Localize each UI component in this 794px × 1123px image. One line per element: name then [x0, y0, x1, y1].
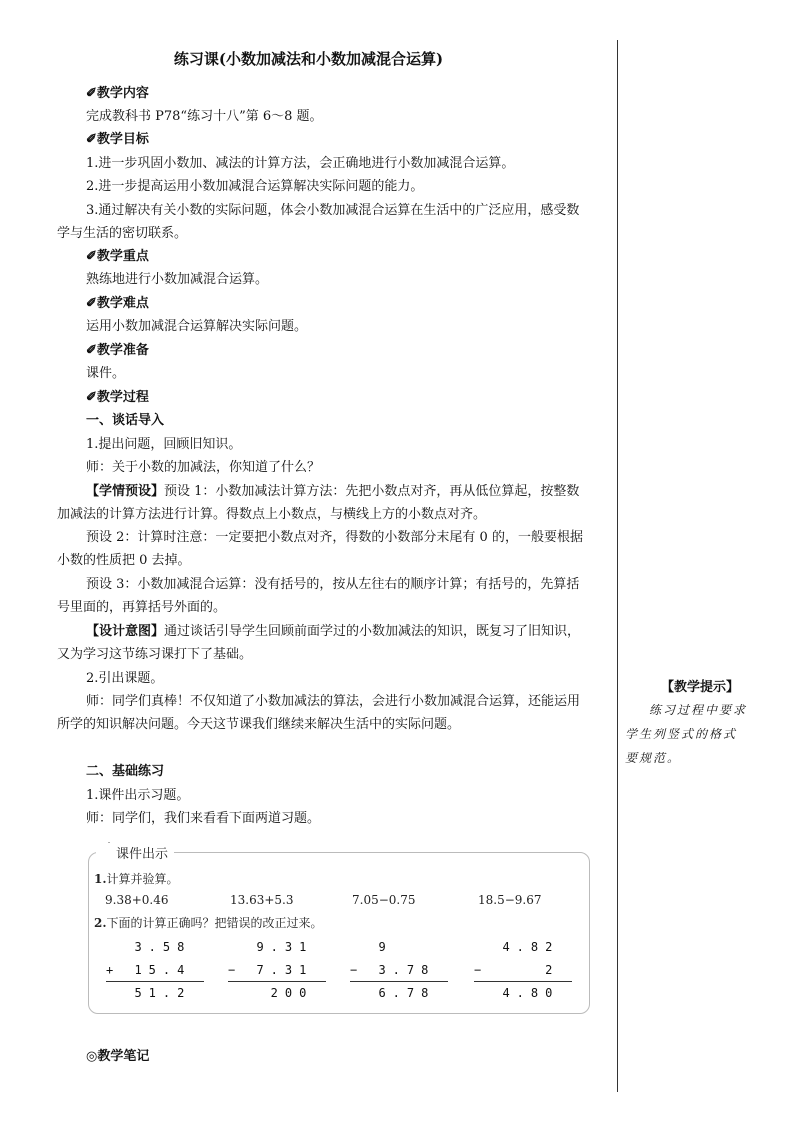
calc1-top: 3.58	[106, 940, 192, 954]
calc3-mid: − 3.78	[350, 963, 436, 977]
goal-3b: 学与生活的密切联系。	[57, 226, 188, 241]
p1-item2: 2.引出课题。	[86, 671, 164, 686]
courseware-tag: 课件出示	[96, 843, 174, 862]
p1-preset3b: 号里面的，再算括号外面的。	[57, 600, 227, 615]
tag-design-intent: 【设计意图】	[86, 624, 165, 639]
calc3-top: 9	[350, 940, 436, 954]
calc1-line	[106, 981, 204, 982]
p1-question: 师：关于小数的加减法，你知道了什么？	[86, 460, 321, 475]
expr-4: 18.5−9.67	[478, 893, 542, 907]
key-text: 熟练地进行小数加减混合运算。	[86, 272, 269, 287]
expr-3: 7.05−0.75	[352, 893, 416, 907]
calc2-top: 9.31	[228, 940, 314, 954]
page-title: 练习课(小数加减法和小数加减混合运算)	[173, 50, 444, 68]
calc4-mid: − 2	[474, 963, 560, 977]
p1-preset2b: 小数的性质把 0 去掉。	[57, 553, 191, 568]
question-1: 1.计算并验算。	[94, 872, 179, 886]
goal-3a: 3.通过解决有关小数的实际问题，体会小数加减混合运算在生活中的广泛应用，感受数	[86, 203, 580, 218]
content-text: 完成教科书 P78“练习十八”第 6～8 题。	[86, 109, 323, 124]
expr-1: 9.38+0.46	[105, 893, 169, 907]
calc2-line	[228, 981, 326, 982]
margin-divider	[617, 40, 618, 1092]
prep-text: 课件。	[86, 366, 126, 381]
p1-preset1a: 【学情预设】预设 1：小数加减法计算方法：先把小数点对齐，再从低位算起，按整数	[86, 484, 580, 499]
p1-design-b: 又为学习这节练习课打下了基础。	[57, 647, 253, 662]
heading-difficulty: ✐教学难点	[86, 296, 149, 311]
calc4-line	[474, 981, 572, 982]
heading-goals: ✐教学目标	[86, 132, 149, 147]
heading-notes: ◎教学笔记	[86, 1049, 150, 1064]
p1-preset1b: 加减法的计算方法进行计算。得数点上小数点，与横线上方的小数点对齐。	[57, 507, 487, 522]
p1-teacher-a: 师：同学们真棒！不仅知道了小数加减法的算法，会进行小数加减混合运算，还能运用	[86, 694, 581, 709]
p1-preset3a: 预设 3：小数加减混合运算：没有括号的，按从左往右的顺序计算；有括号的，先算括	[86, 577, 580, 592]
heading-prep: ✐教学准备	[86, 343, 149, 358]
p1-preset2a: 预设 2：计算时注意：一定要把小数点对齐，得数的小数部分末尾有 0 的，一般要根据	[86, 530, 583, 545]
side-tip-title: 【教学提示】	[660, 680, 739, 695]
part-1-heading: 一、谈话导入	[86, 413, 165, 428]
heading-key: ✐教学重点	[86, 249, 149, 264]
p1-design-a: 【设计意图】通过谈话引导学生回顾前面学过的小数加减法的知识，既复习了旧知识，	[86, 624, 581, 639]
calc4-top: 4.82	[474, 940, 560, 954]
p1-teacher-b: 所学的知识解决问题。今天这节课我们继续来解决生活中的实际问题。	[57, 717, 461, 732]
heading-process: ✐教学过程	[86, 390, 149, 405]
question-2: 2.下面的计算正确吗？把错误的改正过来。	[94, 916, 323, 930]
calc1-mid: + 15.4	[106, 963, 192, 977]
tag-learning-preset: 【学情预设】	[86, 484, 165, 499]
calc3-line	[350, 981, 448, 982]
difficulty-text: 运用小数加减混合运算解决实际问题。	[86, 319, 308, 334]
calc3-result: 6.78	[350, 986, 436, 1000]
goal-1: 1.进一步巩固小数加、减法的计算方法，会正确地进行小数加减混合运算。	[86, 156, 515, 171]
p2-teacher: 师：同学们，我们来看看下面两道习题。	[86, 811, 321, 826]
calc1-result: 51.2	[106, 986, 192, 1000]
p1-item1: 1.提出问题，回顾旧知识。	[86, 437, 242, 452]
goal-2: 2.进一步提高运用小数加减混合运算解决实际问题的能力。	[86, 179, 424, 194]
p2-item1: 1.课件出示习题。	[86, 788, 190, 803]
calc2-mid: − 7.31	[228, 963, 314, 977]
calc4-result: 4.80	[474, 986, 560, 1000]
heading-content: ✐教学内容	[86, 86, 149, 101]
side-tip-text: 练习过程中要求学生列竖式的格式要规范。	[625, 703, 748, 765]
part-2-heading: 二、基础练习	[86, 764, 165, 779]
expr-2: 13.63+5.3	[230, 893, 294, 907]
calc2-result: 200	[228, 986, 314, 1000]
